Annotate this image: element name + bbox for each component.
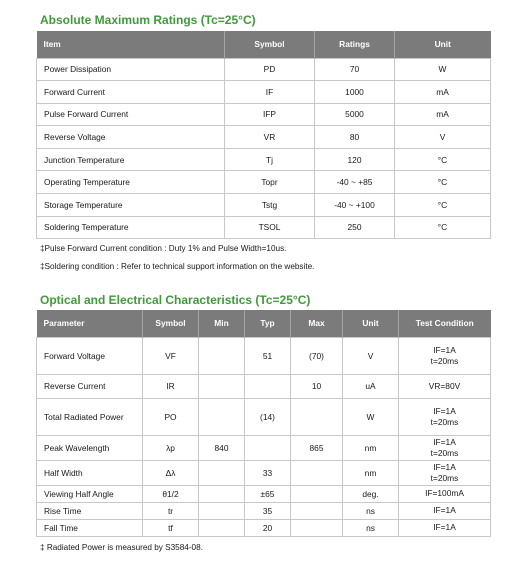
optical-typ: (14) [245, 398, 291, 435]
optical-param: Rise Time [37, 502, 143, 519]
optical-typ [245, 435, 291, 460]
abs-symbol: Tstg [225, 194, 315, 217]
optical-param: Peak Wavelength [37, 435, 143, 460]
abs-unit: V [395, 126, 491, 149]
abs-rating: 120 [315, 148, 395, 171]
header-test-condition: Test Condition [399, 310, 491, 337]
optical-param: Forward Voltage [37, 337, 143, 374]
optical-typ: 51 [245, 337, 291, 374]
optical-test-condition [399, 374, 491, 398]
optical-symbol: Δλ [143, 460, 199, 485]
abs-max-title: Absolute Maximum Ratings (Tc=25°C) [40, 13, 256, 27]
optical-typ: 33 [245, 460, 291, 485]
optical-max: 865 [291, 435, 343, 460]
optical-unit: W [343, 398, 399, 435]
table-row [37, 148, 491, 171]
header-min: Min [199, 310, 245, 337]
header-typ: Typ [245, 310, 291, 337]
optical-unit: ns [343, 519, 399, 536]
header-ratings: Ratings [315, 31, 395, 58]
abs-rating: -40 ~ +85 [315, 171, 395, 194]
test-condition-line: IF=1A [433, 522, 456, 533]
abs-header-row [37, 31, 491, 58]
abs-item: Junction Temperature [37, 148, 225, 171]
abs-rating: 80 [315, 126, 395, 149]
header-max: Max [291, 310, 343, 337]
table-row [37, 435, 491, 460]
optical-test-condition [399, 398, 491, 435]
optical-symbol: θ1/2 [143, 485, 199, 502]
optical-table [36, 310, 491, 537]
optical-min [199, 398, 245, 435]
optical-test-condition [399, 337, 491, 374]
abs-rating: 250 [315, 216, 395, 239]
header-item: Item [37, 31, 225, 58]
optical-test-condition [399, 502, 491, 519]
optical-note: ‡ Radiated Power is measured by S3584-08. [40, 543, 203, 552]
test-condition-line: t=20ms [430, 416, 459, 427]
table-row [37, 485, 491, 502]
table-row [37, 398, 491, 435]
header-unit: Unit [343, 310, 399, 337]
table-row [37, 337, 491, 374]
optical-unit: V [343, 337, 399, 374]
abs-unit: °C [395, 216, 491, 239]
optical-test-condition [399, 519, 491, 536]
abs-item: Operating Temperature [37, 171, 225, 194]
test-condition-line: t=20ms [430, 447, 459, 458]
optical-typ [245, 374, 291, 398]
optical-unit: uA [343, 374, 399, 398]
table-row [37, 126, 491, 149]
table-row [37, 460, 491, 485]
optical-min [199, 485, 245, 502]
test-condition-line: IF=1A [433, 345, 456, 355]
table-row [37, 374, 491, 398]
optical-typ: 35 [245, 502, 291, 519]
table-row [37, 103, 491, 126]
abs-rating: 5000 [315, 103, 395, 126]
abs-unit: °C [395, 171, 491, 194]
optical-min [199, 502, 245, 519]
optical-test-condition [399, 485, 491, 502]
abs-symbol: IFP [225, 103, 315, 126]
test-condition-line: IF=1A [433, 406, 456, 416]
optical-max [291, 502, 343, 519]
table-row [37, 216, 491, 239]
table-row [37, 81, 491, 104]
test-condition-line: VR=80V [428, 380, 461, 391]
table-row [37, 194, 491, 217]
optical-header-row [37, 310, 491, 337]
abs-unit: mA [395, 103, 491, 126]
abs-item: Power Dissipation [37, 58, 225, 81]
abs-note-pulse: ‡Pulse Forward Current condition : Duty 1% and Pulse Width=10us. [40, 244, 287, 253]
optical-unit: ns [343, 502, 399, 519]
optical-unit: deg. [343, 485, 399, 502]
abs-rating: -40 ~ +100 [315, 194, 395, 217]
optical-param: Fall Time [37, 519, 143, 536]
header-parameter: Parameter [37, 310, 143, 337]
abs-item: Forward Current [37, 81, 225, 104]
abs-symbol: IF [225, 81, 315, 104]
header-symbol: Symbol [143, 310, 199, 337]
optical-param: Viewing Half Angle [37, 485, 143, 502]
optical-max [291, 460, 343, 485]
optical-test-condition [399, 435, 491, 460]
optical-min [199, 337, 245, 374]
optical-symbol: tr [143, 502, 199, 519]
optical-typ: ±65 [245, 485, 291, 502]
optical-param: Reverse Current [37, 374, 143, 398]
optical-param: Half Width [37, 460, 143, 485]
optical-min [199, 519, 245, 536]
table-row [37, 171, 491, 194]
optical-min [199, 460, 245, 485]
optical-symbol: PO [143, 398, 199, 435]
optical-symbol: λp [143, 435, 199, 460]
optical-test-condition [399, 460, 491, 485]
abs-item: Soldering Temperature [37, 216, 225, 239]
test-condition-line: IF=100mA [425, 488, 464, 499]
optical-max: 10 [291, 374, 343, 398]
abs-rating: 70 [315, 58, 395, 81]
abs-item: Storage Temperature [37, 194, 225, 217]
table-row [37, 58, 491, 81]
optical-max [291, 398, 343, 435]
abs-item: Reverse Voltage [37, 126, 225, 149]
optical-min: 840 [199, 435, 245, 460]
test-condition-line: t=20ms [430, 355, 459, 366]
optical-unit: nm [343, 435, 399, 460]
abs-symbol: PD [225, 58, 315, 81]
header-unit: Unit [395, 31, 491, 58]
abs-symbol: VR [225, 126, 315, 149]
optical-max [291, 485, 343, 502]
abs-unit: °C [395, 148, 491, 171]
table-row [37, 519, 491, 536]
optical-max [291, 519, 343, 536]
abs-note-soldering: ‡Soldering condition : Refer to technical support information on the website. [40, 262, 315, 271]
abs-unit: °C [395, 194, 491, 217]
abs-item: Pulse Forward Current [37, 103, 225, 126]
test-condition-line: IF=1A [433, 505, 456, 516]
abs-symbol: Topr [225, 171, 315, 194]
test-condition-line: IF=1A [433, 462, 456, 472]
optical-symbol: VF [143, 337, 199, 374]
abs-unit: W [395, 58, 491, 81]
optical-min [199, 374, 245, 398]
optical-title: Optical and Electrical Characteristics (Tc=25°C) [40, 293, 311, 307]
table-row [37, 502, 491, 519]
header-symbol: Symbol [225, 31, 315, 58]
test-condition-line: IF=1A [433, 437, 456, 447]
optical-symbol: IR [143, 374, 199, 398]
abs-symbol: TSOL [225, 216, 315, 239]
optical-param: Total Radiated Power [37, 398, 143, 435]
optical-unit: nm [343, 460, 399, 485]
abs-rating: 1000 [315, 81, 395, 104]
test-condition-line: t=20ms [430, 472, 459, 483]
optical-typ: 20 [245, 519, 291, 536]
abs-symbol: Tj [225, 148, 315, 171]
optical-symbol: tf [143, 519, 199, 536]
optical-max: (70) [291, 337, 343, 374]
abs-max-table [36, 31, 491, 239]
abs-unit: mA [395, 81, 491, 104]
